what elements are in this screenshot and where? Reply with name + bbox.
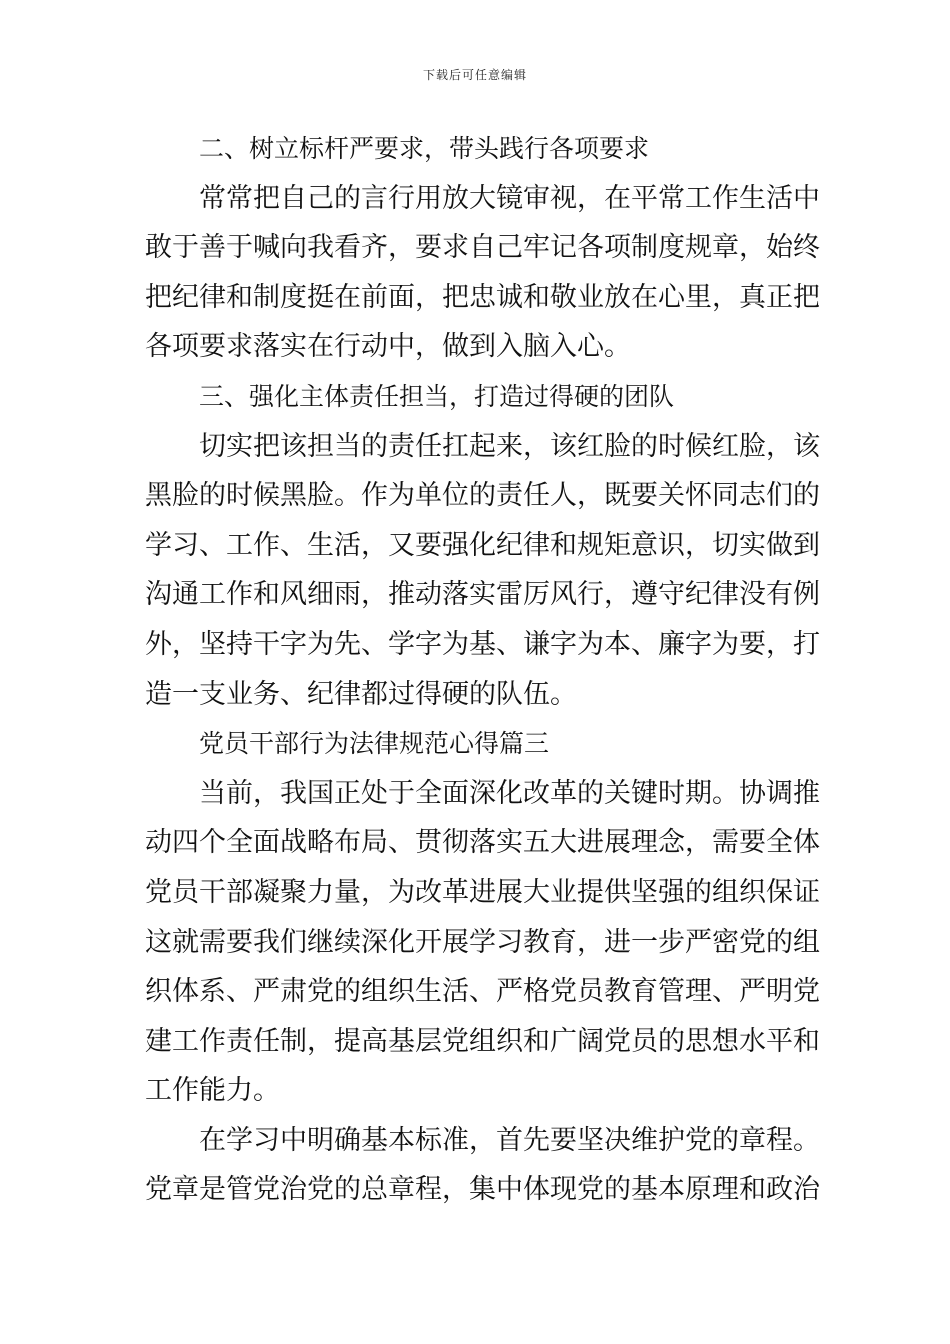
section-heading-line: 二、树立标杆严要求，带头践行各项要求 (199, 134, 650, 163)
paragraph-line: 当前，我国正处于全面深化改革的关键时期。协调推 (199, 777, 820, 809)
paragraph-line: 常常把自己的言行用放大镜审视，在平常工作生活中 (199, 182, 820, 214)
paragraph-line: 各项要求落实在行动中，做到入脑入心。 (145, 331, 631, 363)
paragraph-line: 敢于善于喊向我看齐，要求自己牢记各项制度规章，始终 (145, 232, 820, 264)
paragraph-line: 在学习中明确基本标准，首先要坚决维护党的章程。 (199, 1124, 820, 1156)
paragraph-line: 党员干部凝聚力量，为改革进展大业提供坚强的组织保证 (145, 876, 820, 908)
paragraph-line: 织体系、严肃党的组织生活、严格党员教育管理、严明党 (145, 976, 820, 1008)
document-body (145, 124, 820, 1215)
paragraph-line: 动四个全面战略布局、贯彻落实五大进展理念，需要全体 (145, 827, 820, 859)
paragraph-line: 造一支业务、纪律都过得硬的队伍。 (145, 678, 577, 710)
paragraph-line: 黑脸的时候黑脸。作为单位的责任人，既要关怀同志们的 (145, 480, 820, 512)
paragraph-line: 党章是管党治党的总章程，集中体现党的基本原理和政治 (145, 1174, 820, 1206)
paragraph-line: 切实把该担当的责任扛起来，该红脸的时候红脸，该 (199, 430, 820, 462)
paragraph-line: 学习、工作、生活，又要强化纪律和规矩意识，切实做到 (145, 529, 820, 561)
paragraph-line: 这就需要我们继续深化开展学习教育，进一步严密党的组 (145, 926, 820, 958)
paragraph-line: 沟通工作和风细雨，推动落实雷厉风行，遵守纪律没有例 (145, 579, 820, 611)
header-note: 下载后可任意编辑 (422, 68, 527, 82)
paragraph-line: 外，坚持干字为先、学字为基、谦字为本、廉字为要，打 (145, 628, 820, 660)
paragraph-line: 工作能力。 (145, 1075, 280, 1107)
paragraph-line: 把纪律和制度挺在前面，把忠诚和敬业放在心里，真正把 (145, 281, 820, 313)
paragraph-line: 建工作责任制，提高基层党组织和广阔党员的思想水平和 (145, 1025, 820, 1057)
section-heading-line: 三、强化主体责任担当，打造过得硬的团队 (199, 381, 675, 411)
section-heading-line: 党员干部行为法律规范心得篇三 (199, 729, 550, 759)
